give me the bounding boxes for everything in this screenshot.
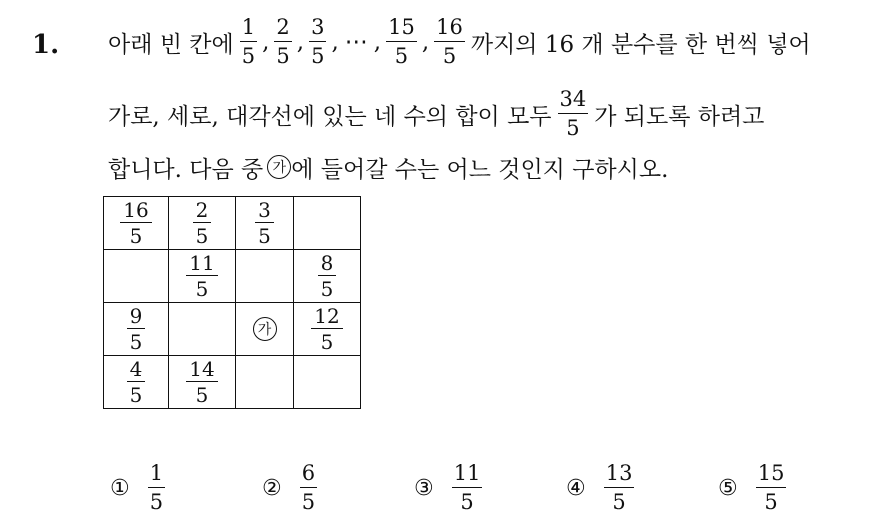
grid-fraction bbox=[193, 200, 212, 246]
grid-cell-marker bbox=[236, 303, 294, 356]
grid-row bbox=[104, 250, 361, 303]
fraction-16-5 bbox=[434, 17, 465, 67]
grid-fraction bbox=[186, 359, 217, 405]
numerator: 15 bbox=[386, 17, 417, 42]
ellipsis: ⋯ bbox=[344, 29, 368, 55]
numerator: 4 bbox=[127, 359, 146, 382]
numerator: 2 bbox=[274, 17, 291, 42]
choice-fraction bbox=[300, 463, 317, 513]
denominator: 5 bbox=[195, 224, 209, 248]
denominator: 5 bbox=[129, 383, 143, 407]
denominator: 5 bbox=[276, 44, 290, 68]
question-line-1 bbox=[104, 12, 815, 72]
choice-fraction bbox=[604, 463, 635, 513]
denominator: 5 bbox=[566, 116, 580, 140]
numerator: 15 bbox=[756, 463, 787, 488]
fraction-3-5 bbox=[309, 17, 326, 67]
numerator: 3 bbox=[309, 17, 326, 42]
numerator: 11 bbox=[452, 463, 483, 488]
grid-cell bbox=[169, 250, 236, 303]
grid-cell bbox=[104, 356, 169, 409]
denominator: 5 bbox=[442, 44, 457, 68]
numerator: 34 bbox=[558, 89, 589, 114]
line3-prefix: 합니다. 다음 중 bbox=[108, 156, 264, 183]
comma: , bbox=[421, 29, 430, 55]
denominator: 5 bbox=[612, 490, 626, 514]
grid-cell-empty bbox=[104, 250, 169, 303]
denominator: 5 bbox=[320, 330, 334, 354]
fraction-2-5 bbox=[274, 17, 291, 67]
fraction-1-5 bbox=[240, 17, 257, 67]
choice-marker: ② bbox=[262, 475, 282, 501]
denominator: 5 bbox=[311, 44, 325, 68]
numerator: 14 bbox=[186, 359, 217, 382]
denominator: 5 bbox=[129, 330, 143, 354]
denominator: 5 bbox=[129, 224, 143, 248]
choice-2[interactable] bbox=[262, 458, 319, 518]
grid-cell-empty bbox=[294, 197, 361, 250]
comma: , bbox=[331, 29, 339, 55]
numerator: 11 bbox=[186, 253, 217, 276]
answer-choices bbox=[0, 458, 884, 518]
choice-marker: ① bbox=[110, 475, 130, 501]
numerator: 6 bbox=[300, 463, 317, 488]
grid-cell bbox=[236, 197, 294, 250]
numerator: 9 bbox=[127, 306, 146, 329]
grid-fraction bbox=[120, 200, 151, 246]
grid-cell-empty bbox=[236, 250, 294, 303]
numerator: 1 bbox=[240, 17, 257, 42]
fraction-34-5 bbox=[558, 89, 589, 139]
choice-marker: ⑤ bbox=[718, 475, 738, 501]
grid-fraction bbox=[127, 306, 146, 352]
question-number: 1. bbox=[32, 30, 60, 60]
numerator: 8 bbox=[318, 253, 337, 276]
numerator: 12 bbox=[311, 306, 342, 329]
comma: , bbox=[296, 29, 305, 55]
line1-suffix: 까지의 16 개 분수를 한 번씩 넣어 bbox=[470, 31, 811, 58]
magic-square-grid bbox=[103, 196, 361, 409]
grid-fraction bbox=[186, 253, 217, 299]
grid-row bbox=[104, 356, 361, 409]
denominator: 5 bbox=[149, 490, 164, 514]
choice-3[interactable] bbox=[414, 458, 484, 518]
grid-cell bbox=[294, 250, 361, 303]
grid-cell bbox=[104, 303, 169, 356]
fraction-15-5 bbox=[386, 17, 417, 67]
denominator: 5 bbox=[460, 490, 474, 514]
comma: , bbox=[262, 29, 270, 55]
question-line-2 bbox=[104, 84, 768, 144]
grid-cell-empty bbox=[169, 303, 236, 356]
numerator: 3 bbox=[255, 200, 274, 223]
choice-fraction bbox=[452, 463, 483, 513]
choice-5[interactable] bbox=[718, 458, 788, 518]
denominator: 5 bbox=[301, 490, 316, 514]
denominator: 5 bbox=[320, 277, 334, 301]
grid-cell bbox=[169, 197, 236, 250]
circled-ga-marker: 가 bbox=[253, 317, 277, 341]
denominator: 5 bbox=[195, 277, 209, 301]
grid-fraction bbox=[311, 306, 342, 352]
denominator: 5 bbox=[258, 224, 271, 248]
grid-row bbox=[104, 303, 361, 356]
grid-fraction bbox=[127, 359, 146, 405]
numerator: 13 bbox=[604, 463, 635, 488]
line3-suffix: 에 들어갈 수는 어느 것인지 구하시오. bbox=[291, 156, 669, 183]
grid-fraction bbox=[255, 200, 274, 246]
circled-ga-marker: 가 bbox=[267, 155, 291, 179]
denominator: 5 bbox=[394, 44, 409, 68]
comma: , bbox=[373, 29, 382, 55]
choice-fraction bbox=[148, 463, 165, 513]
question-line-3 bbox=[104, 150, 668, 184]
denominator: 5 bbox=[195, 383, 209, 407]
line2-suffix: 가 되도록 하려고 bbox=[594, 103, 765, 130]
choice-1[interactable] bbox=[110, 458, 167, 518]
grid-cell bbox=[104, 197, 169, 250]
denominator: 5 bbox=[241, 44, 256, 68]
choice-marker: ③ bbox=[414, 475, 434, 501]
numerator: 16 bbox=[434, 17, 465, 42]
grid-cell-empty bbox=[236, 356, 294, 409]
grid-fraction bbox=[318, 253, 337, 299]
choice-fraction bbox=[756, 463, 787, 513]
grid-cell bbox=[294, 303, 361, 356]
numerator: 2 bbox=[193, 200, 212, 223]
numerator: 1 bbox=[148, 463, 165, 488]
grid-cell bbox=[169, 356, 236, 409]
line1-prefix: 아래 빈 칸에 bbox=[108, 31, 234, 58]
grid-cell-empty bbox=[294, 356, 361, 409]
denominator: 5 bbox=[764, 490, 778, 514]
line2-prefix: 가로, 세로, 대각선에 있는 네 수의 합이 모두 bbox=[108, 103, 552, 130]
choice-4[interactable] bbox=[566, 458, 636, 518]
numerator: 16 bbox=[120, 200, 151, 223]
grid-row bbox=[104, 197, 361, 250]
choice-marker: ④ bbox=[566, 475, 586, 501]
